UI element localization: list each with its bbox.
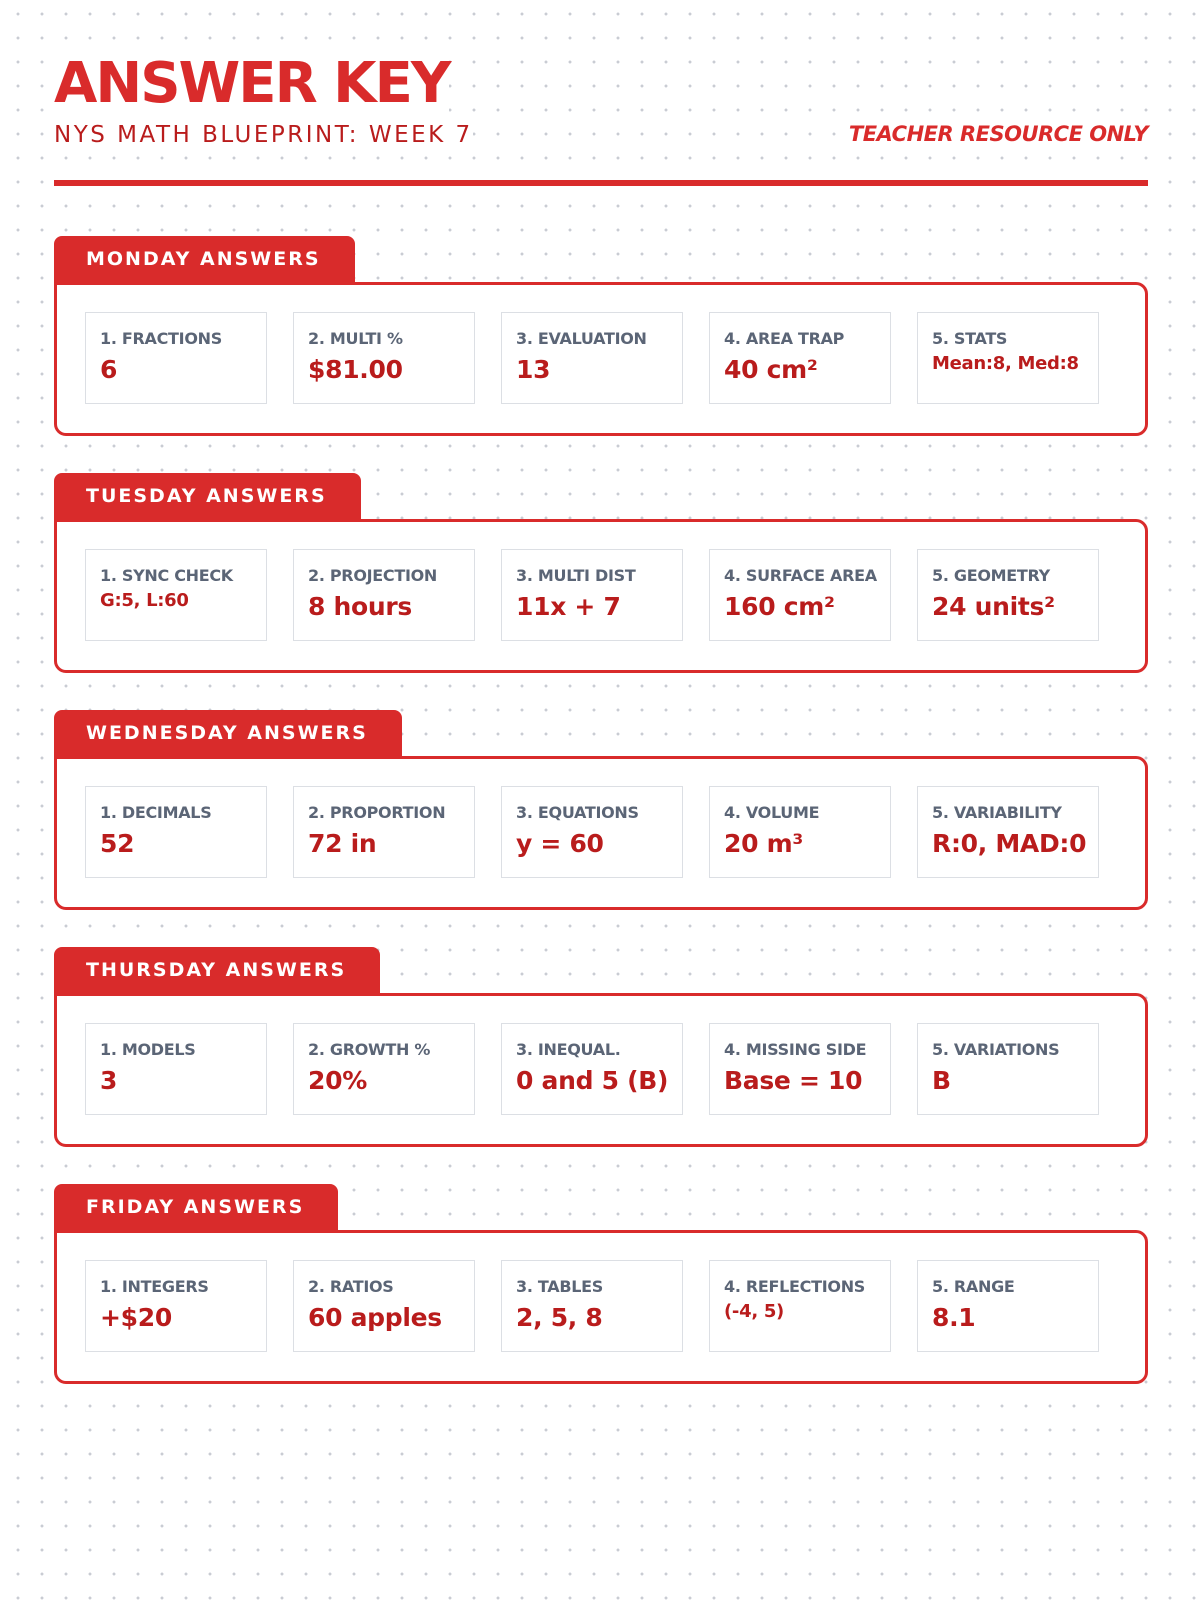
answer-card [917,549,1099,641]
answer-card [501,1260,683,1352]
answer-card [85,1023,267,1115]
day-section-tuesday [54,473,1148,673]
answer-label: 1. INTEGERS [100,1277,209,1296]
answer-value: $81.00 [308,355,403,384]
day-answers-box [54,1230,1148,1384]
answer-value: 20 m³ [724,829,803,858]
answer-card [501,786,683,878]
answer-label: 5. RANGE [932,1277,1015,1296]
answer-label: 1. SYNC CHECK [100,566,233,585]
answer-card [917,1023,1099,1115]
answer-value: 72 in [308,829,377,858]
answer-label: 4. MISSING SIDE [724,1040,867,1059]
answer-label: 4. AREA TRAP [724,329,845,348]
answer-card [709,786,891,878]
day-answers-box [54,993,1148,1147]
answer-label: 3. MULTI DIST [516,566,636,585]
answer-value: 40 cm² [724,355,818,384]
answer-label: 1. DECIMALS [100,803,212,822]
answer-label: 3. EQUATIONS [516,803,639,822]
answer-label: 5. GEOMETRY [932,566,1050,585]
answer-card [709,1260,891,1352]
answer-value: 13 [516,355,551,384]
answer-label: 5. VARIABILITY [932,803,1062,822]
answer-key-page [54,0,1148,1560]
answer-card [917,786,1099,878]
answer-label: 5. STATS [932,329,1008,348]
answer-value: R:0, MAD:0 [932,829,1087,858]
answer-card [501,312,683,404]
answer-label: 3. EVALUATION [516,329,647,348]
answer-value: G:5, L:60 [100,590,189,611]
answer-value: (-4, 5) [724,1301,784,1322]
answer-label: 2. PROPORTION [308,803,446,822]
answer-value: 20% [308,1066,367,1095]
answer-value: B [932,1066,951,1095]
answer-value: +$20 [100,1303,172,1332]
answer-card [85,1260,267,1352]
day-tab-friday: FRIDAY ANSWERS [54,1184,338,1232]
answer-value: Mean:8, Med:8 [932,353,1079,374]
answer-value: 0 and 5 (B) [516,1066,669,1095]
day-tab-thursday: THURSDAY ANSWERS [54,947,380,995]
answer-card [85,549,267,641]
day-section-monday [54,236,1148,436]
answer-label: 4. SURFACE AREA [724,566,877,585]
teacher-resource-note: TEACHER RESOURCE ONLY [848,122,1148,146]
answer-card [85,312,267,404]
day-answers-box [54,282,1148,436]
day-tab-tuesday: TUESDAY ANSWERS [54,473,361,521]
answer-value: 60 apples [308,1303,442,1332]
day-answers-box [54,756,1148,910]
answer-label: 2. GROWTH % [308,1040,431,1059]
answer-label: 4. VOLUME [724,803,820,822]
answer-card [293,786,475,878]
day-section-thursday [54,947,1148,1147]
day-section-wednesday [54,710,1148,910]
answer-label: 2. PROJECTION [308,566,438,585]
answer-card [917,1260,1099,1352]
answer-card [501,549,683,641]
page-header [54,0,1148,186]
answer-value: 24 units² [932,592,1055,621]
answer-label: 5. VARIATIONS [932,1040,1060,1059]
answer-value: 160 cm² [724,592,835,621]
header-divider [54,180,1148,186]
answer-label: 1. MODELS [100,1040,196,1059]
answer-card [709,1023,891,1115]
day-tab-monday: MONDAY ANSWERS [54,236,355,284]
answer-value: 6 [100,355,118,384]
answer-card [85,786,267,878]
answer-label: 4. REFLECTIONS [724,1277,866,1296]
answer-value: 8.1 [932,1303,976,1332]
answer-value: 11x + 7 [516,592,621,621]
answer-label: 1. FRACTIONS [100,329,222,348]
page-subtitle: NYS MATH BLUEPRINT: WEEK 7 [54,122,473,148]
answer-value: 3 [100,1066,118,1095]
answer-card [709,549,891,641]
answer-value: 52 [100,829,135,858]
page-title: ANSWER KEY [54,51,450,116]
answer-label: 2. RATIOS [308,1277,394,1296]
answer-card [293,1260,475,1352]
answer-card [709,312,891,404]
answer-card [293,549,475,641]
answer-label: 3. INEQUAL. [516,1040,621,1059]
answer-value: Base = 10 [724,1066,863,1095]
day-section-friday [54,1184,1148,1384]
answer-card [293,1023,475,1115]
answer-value: 8 hours [308,592,412,621]
answer-label: 2. MULTI % [308,329,403,348]
answer-card [293,312,475,404]
answer-card [917,312,1099,404]
answer-card [501,1023,683,1115]
day-tab-wednesday: WEDNESDAY ANSWERS [54,710,402,758]
day-answers-box [54,519,1148,673]
answer-value: y = 60 [516,829,604,858]
answer-value: 2, 5, 8 [516,1303,603,1332]
answer-label: 3. TABLES [516,1277,603,1296]
